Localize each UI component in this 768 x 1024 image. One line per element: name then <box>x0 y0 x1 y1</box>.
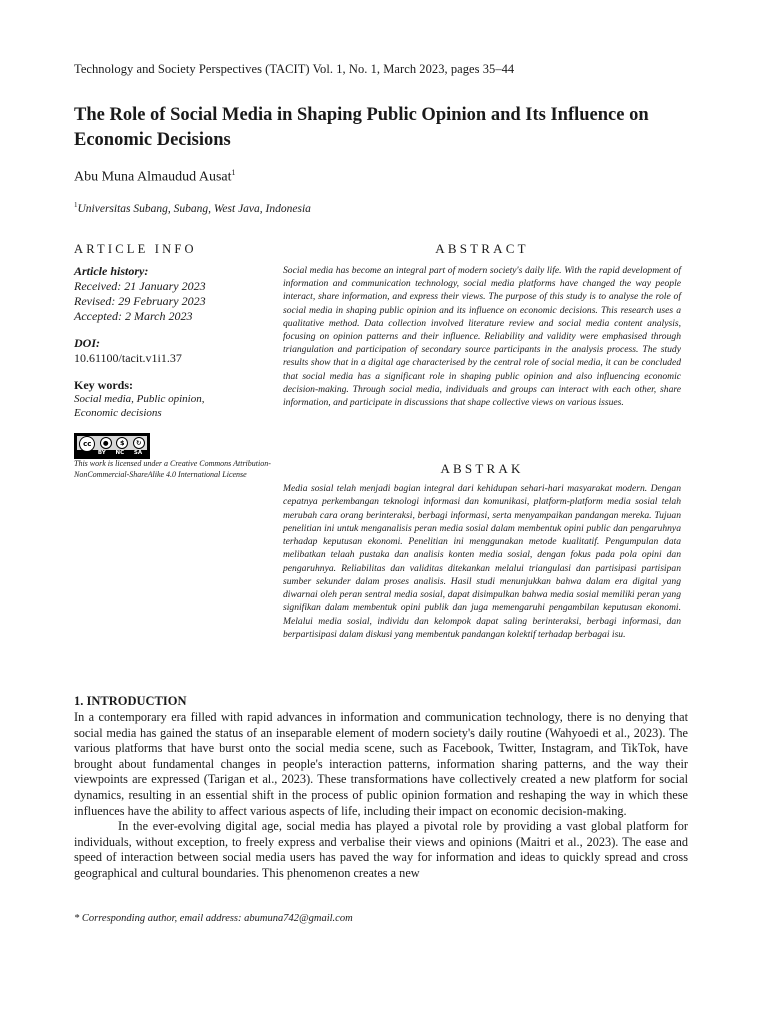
doi-block <box>74 336 274 366</box>
corresponding-author-footnote: * Corresponding author, email address: abumuna742@gmail.com <box>74 913 353 924</box>
accepted-date: Accepted: 2 March 2023 <box>74 309 193 323</box>
article-info-heading: ARTICLE INFO <box>74 242 197 256</box>
cc-nc-label: NC <box>115 450 125 456</box>
keywords-values <box>74 393 274 420</box>
abstract-heading: ABSTRACT <box>435 241 529 256</box>
introduction-paragraph-1: In a contemporary era filled with rapid advances in information and communication technology, there is no denying that social media has gained the status of an inseparable element of modern society's daily routine (Wahyoedi et al., 2023). The various platforms that have burst onto the social media scene, such as Facebook, Twitter, Instagram, and TikTok, have brought about fundamental changes in people's interaction patterns, information sharing patterns, and the way their viewpoints are expressed (Tarigan et al., 2023). These transformations have collectively created a new platform for social dynamics, resulting in an essential shift in the process of public opinion formation and reshaping the way in which these influences have the ability to affect various aspects of life, including their impact on economic decision-making. <box>74 710 688 818</box>
article-info-panel <box>74 264 274 432</box>
paper-title: The Role of Social Media in Shaping Public Opinion and Its Influence on Economic Decisions <box>74 105 649 150</box>
article-history-dates <box>74 279 274 324</box>
license-text: This work is licensed under a Creative Commons Attribution-NonCommercial-ShareAlike 4.0 International License <box>74 459 271 479</box>
cc-icon: cc <box>79 436 95 452</box>
author-superscript: 1 <box>231 168 236 177</box>
doi-label: DOI: <box>74 336 100 350</box>
abstrak-body: Media sosial telah menjadi bagian integral dari kehidupan sehari-hari masyarakat modern. Dengan cepatnya perkembangan teknologi informasi dan komunikasi, platform-platform media sosial telah merubah cara orang berinteraksi, berbagi informasi, serta menyampaikan pandangan mereka. Tujuan penelitian ini untuk menganalisis peran media sosial dalam membentuk opini public dan pengaruhnya terhadap keputusan ekonomi. Penelitian ini menggunakan metode kualitatif. Pengumpulan data melibatkan telaah pustaka dan analisis konten media sosial, dengan fokus pada pola opini dan pengaruhnya. Reliabilitas dan validitas ditekankan melalui triangulasi dan partisipasi partisipan sumber sekunder dalam proses analisis. Hasil studi menunjukkan bahwa dalam era digital yang diwarnai oleh peran sentral media sosial, dapat disimpulkan bahwa media sosial memiliki peran yang signifikan dalam membentuk opini publik dan juga memengaruhi pengambilan keputusan ekonomi. Melalui media sosial, individu dan kelompok dapat saling berinteraksi, berbagi informasi, dan berpartisipasi dalam diskusi yang membentuk pandangan kolektif terhadap berbagai isu. <box>283 483 681 640</box>
cc-sa-label: SA <box>133 450 143 456</box>
received-date: Received: 21 January 2023 <box>74 279 206 293</box>
abstrak-heading: ABSTRAK <box>440 461 524 476</box>
cc-badge-labels <box>93 449 147 457</box>
keywords-line-1: Social media, Public opinion, <box>74 393 205 405</box>
keywords-block <box>74 378 274 420</box>
attribution-person-icon: ● <box>100 437 112 449</box>
article-history-label: Article history: <box>74 264 149 278</box>
keywords-line-2: Economic decisions <box>74 406 162 419</box>
affiliation-superscript: 1 <box>74 201 78 209</box>
doi-link[interactable]: 10.61100/tacit.v1i1.37 <box>74 351 182 365</box>
author-name: Abu Muna Almaudud Ausat <box>74 169 232 185</box>
creative-commons-license-badge[interactable] <box>74 433 150 459</box>
introduction-body <box>74 710 688 882</box>
revised-date: Revised: 29 February 2023 <box>74 294 206 308</box>
keywords-label: Key words: <box>74 378 133 392</box>
affiliation-line <box>74 201 311 215</box>
cc-by-label: BY <box>97 450 106 456</box>
introduction-heading: 1. INTRODUCTION <box>74 694 187 708</box>
sharealike-arrow-icon: ↻ <box>133 437 145 449</box>
noncommercial-dollar-icon: $ <box>116 437 128 449</box>
introduction-paragraph-2: In the ever-evolving digital age, social media has played a pivotal role by providing a vast global platform for individuals, without exception, to freely express and verbalise their views and opinions (Maitri et al., 2023). The ease and speed of interaction between social media users has paved the way for information and ideas to quickly spread and cross geographical and cultural boundaries. This phenomenon creates a new <box>74 819 688 880</box>
abstract-body: Social media has become an integral part of modern society's daily life. With the rapid development of information and communication technology, social media platforms have changed the way people interact, share information, and express their views. The purpose of this study is to analyse the role of social media in shaping public opinion and its influence on economic decisions. This research uses a qualitative method. Data collection involved literature review and social media content analysis, focusing on opinion patterns and their influence. Reliability and validity were emphasised through triangulation and participation of secondary source participants in the analysis process. The study results show that in a digital age characterised by the central role of social media, it can be concluded that social media has a significant role in shaping public opinion and also influencing economic decision-making. Through social media, individuals and groups can interact with each other, share information, and participate in discussions that shape collective views on various issues. <box>283 265 681 409</box>
author-line <box>74 168 236 186</box>
affiliation-text: Universitas Subang, Subang, West Java, Indonesia <box>77 202 311 215</box>
article-history <box>74 264 274 324</box>
cc-badge-icons <box>77 436 147 450</box>
journal-citation-line: Technology and Society Perspectives (TACIT) Vol. 1, No. 1, March 2023, pages 35–44 <box>74 62 515 76</box>
